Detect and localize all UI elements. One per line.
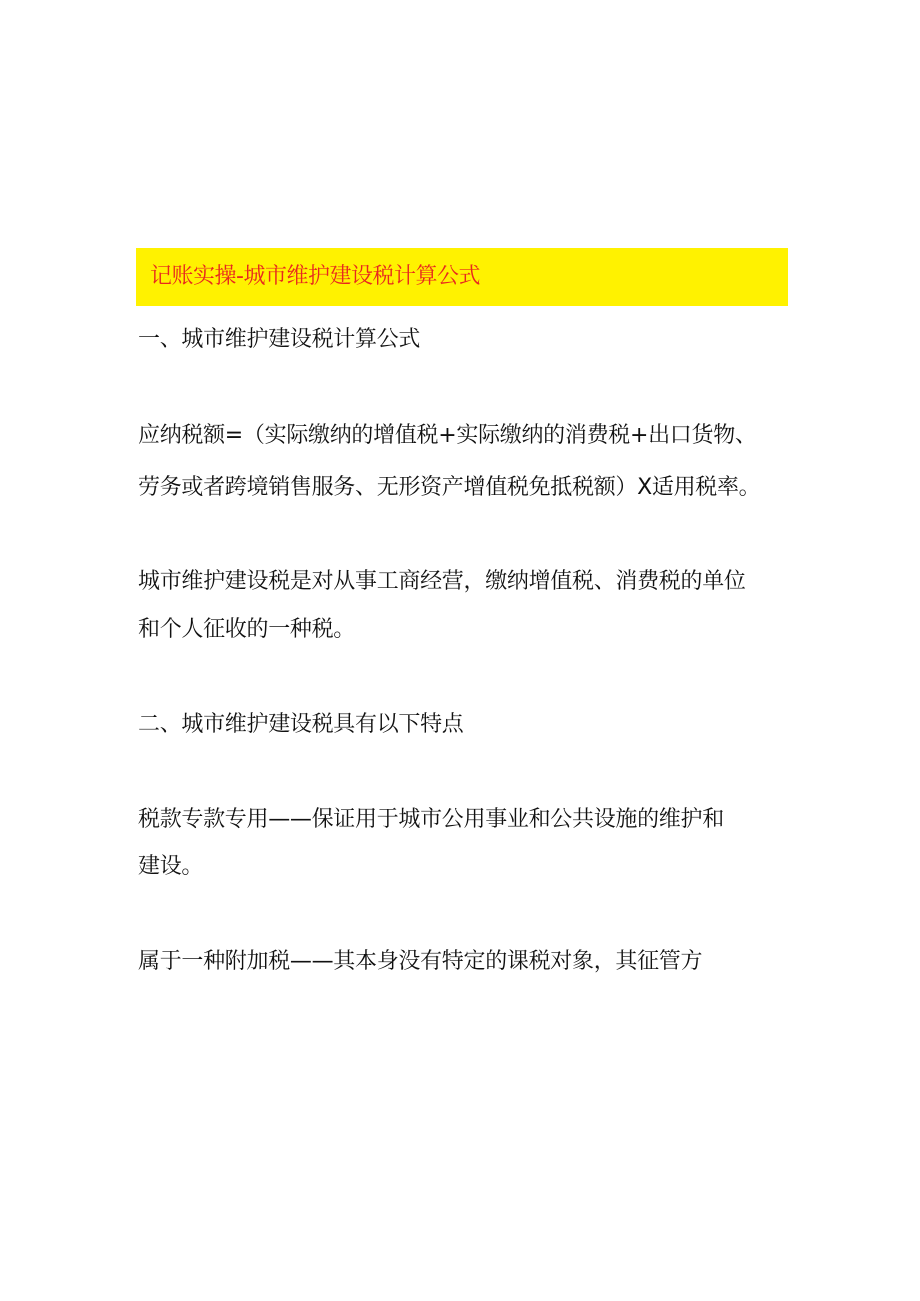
feature-1-line-2: 建设。 xyxy=(138,854,204,879)
feature-2-line-1: 属于一种附加税——其本身没有特定的课税对象，其征管方 xyxy=(138,949,703,974)
document-title: 记账实操-城市维护建设税计算公式 xyxy=(150,264,480,289)
formula-line-1: 应纳税额=（实际缴纳的增值税+实际缴纳的消费税+出口货物、 xyxy=(138,423,757,448)
definition-line-2: 和个人征收的一种税。 xyxy=(138,617,356,642)
title-banner xyxy=(136,248,788,306)
feature-1-line-1: 税款专款专用——保证用于城市公用事业和公共设施的维护和 xyxy=(138,807,724,832)
definition-line-1: 城市维护建设税是对从事工商经营，缴纳增值税、消费税的单位 xyxy=(138,569,746,594)
formula-line-2: 劳务或者跨境销售服务、无形资产增值税免抵税额）X适用税率。 xyxy=(138,475,761,500)
section-heading-1: 一、城市维护建设税计算公式 xyxy=(138,327,421,352)
section-heading-2: 二、城市维护建设税具有以下特点 xyxy=(138,712,464,737)
